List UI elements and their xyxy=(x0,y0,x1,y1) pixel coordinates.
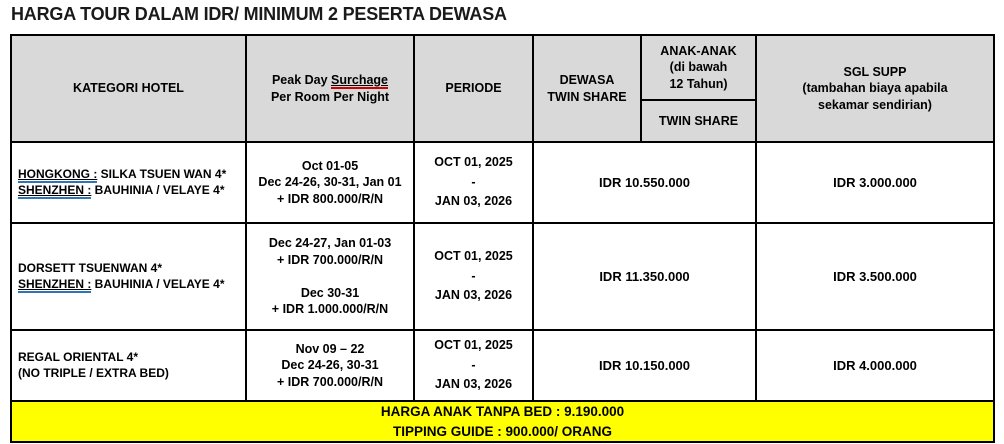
hotel-cell xyxy=(11,142,246,223)
hotel-line: SHENZHEN : BAUHINIA / VELAYE 4* xyxy=(18,182,225,197)
hotel-cell xyxy=(11,223,246,330)
hotel-line: DORSETT TSUENWAN 4* xyxy=(18,260,163,275)
footer-note xyxy=(11,401,994,442)
spellcheck-marked-word: Surchage xyxy=(331,73,389,87)
periode-cell: OCT 01, 2025 - JAN 03, 2026 xyxy=(414,142,533,223)
hotel-line: REGAL ORIENTAL 4* xyxy=(18,349,139,364)
header-kategori-hotel xyxy=(11,35,246,142)
adult-price-cell: IDR 10.150.000 xyxy=(533,330,756,401)
sgl-supp-cell: IDR 3.000.000 xyxy=(756,142,994,223)
document-title: HARGA TOUR DALAM IDR/ MINIMUM 2 PESERTA DEWASA xyxy=(11,4,507,24)
header-peak-day-line1: Peak Day Surchage xyxy=(271,73,389,87)
price-table xyxy=(10,34,995,443)
header-anak-twin-share: TWIN SHARE xyxy=(641,100,756,142)
header-peak-day-line2: Per Room Per Night xyxy=(270,89,390,104)
hotel-line: SHENZHEN : BAUHINIA / VELAYE 4* xyxy=(18,276,225,291)
adult-price-cell: IDR 10.550.000 xyxy=(533,142,756,223)
table-row xyxy=(11,330,994,401)
hotel-cell xyxy=(11,330,246,401)
hotel-line: HONGKONG : SILKA TSUEN WAN 4* xyxy=(18,166,227,181)
hotel-line: (NO TRIPLE / EXTRA BED) xyxy=(18,365,169,380)
header-periode-label: PERIODE xyxy=(445,81,502,96)
header-kategori-hotel-label: KATEGORI HOTEL xyxy=(73,81,184,96)
sgl-supp-cell: IDR 3.500.000 xyxy=(756,223,994,330)
surcharge-cell: Nov 09 – 22 Dec 24-26, 30-31 + IDR 700.000/R/N xyxy=(246,330,414,401)
table-row xyxy=(11,223,994,330)
header-sgl-supp: SGL SUPP (tambahan biaya apabila sekamar sendirian) xyxy=(756,35,994,142)
header-anak-anak: ANAK-ANAK (di bawah 12 Tahun) xyxy=(641,35,756,100)
periode-cell: OCT 01, 2025 - JAN 03, 2026 xyxy=(414,330,533,401)
sgl-supp-cell: IDR 4.000.000 xyxy=(756,330,994,401)
grammar-marked-word: HONGKONG : xyxy=(18,166,98,181)
header-dewasa-twin-share: DEWASA TWIN SHARE xyxy=(533,35,641,142)
table-row xyxy=(11,401,994,442)
header-peak-day-surcharge xyxy=(246,35,414,142)
footer-note-line2: TIPPING GUIDE : 900.000/ ORANG xyxy=(392,423,613,439)
table-row xyxy=(11,142,994,223)
surcharge-cell: Dec 24-27, Jan 01-03 + IDR 700.000/R/N Dec 30-31 + IDR 1.000.000/R/N xyxy=(246,223,414,330)
periode-cell: OCT 01, 2025 - JAN 03, 2026 xyxy=(414,223,533,330)
surcharge-cell: Oct 01-05 Dec 24-26, 30-31, Jan 01 + IDR 800.000/R/N xyxy=(246,142,414,223)
footer-note-line1: HARGA ANAK TANPA BED : 9.190.000 xyxy=(380,404,625,419)
adult-price-cell: IDR 11.350.000 xyxy=(533,223,756,330)
header-periode xyxy=(414,35,533,142)
grammar-marked-word: SHENZHEN : xyxy=(18,276,92,291)
grammar-marked-word: SHENZHEN : xyxy=(18,182,92,197)
